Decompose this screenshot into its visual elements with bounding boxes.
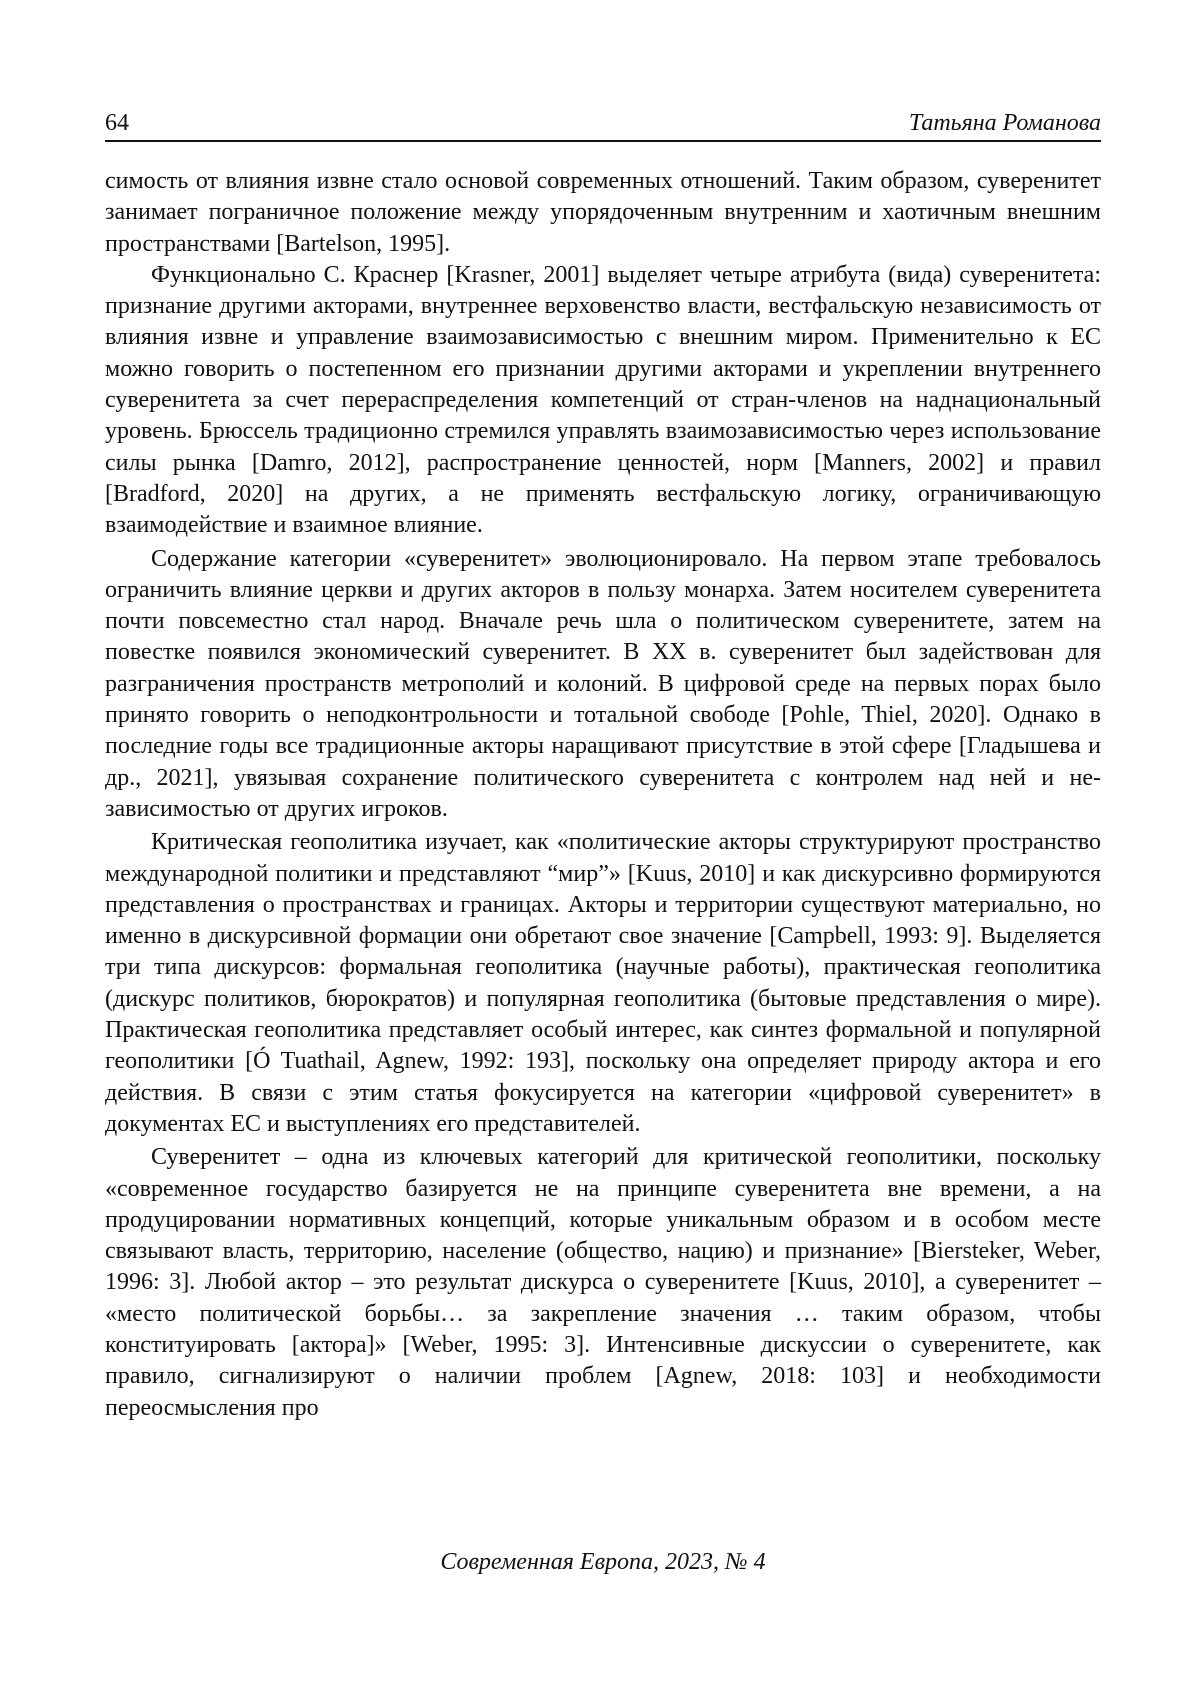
paragraph: Суверенитет – одна из ключевых категорий для критической геополитики, поскольку «современное государство базируется не на принципе суверенитета вне времени, а на продуцировании нормативных концепций, которые уникальным образом и в особом месте связывают власть, территорию, население (общество, нацию) и признание» [Biersteker, Weber, 1996: 3]. Любой актор – это результат дискурса о суверенитете [Kuus, 2010], а суверенитет – «место политической борьбы… за закрепление значения … таким образом, чтобы конституировать [актора]» [Weber, 1995: 3]. Интенсивные дискуссии о суверенитете, как правило, сигнализируют о наличии проблем [Agnew, 2018: 103] и необходимости переосмысления про: [105, 1144, 1101, 1421]
running-author: Татьяна Романова: [908, 110, 1101, 136]
journal-footer: Современная Европа, 2023, № 4: [440, 1549, 766, 1575]
article-body: [105, 166, 1101, 1424]
paragraph: Содержание категории «суверенитет» эволюционировало. На первом этапе требовалось ограничить влияние церкви и других акторов в пользу монарха. Затем носителем суверенитета почти повсеместно стал народ. Вначале речь шла о политическом суверенитете, затем на повестке появился экономический суверенитет. В XX в. суверенитет был задействован для разграничения пространств метрополий и колоний. В цифровой среде на первых порах было принято говорить о неподконтрольности и тотальной свободе [Pohle, Thiel, 2020]. Однако в последние годы все традиционные акторы наращивают присутствие в этой сфере [Гладышева и др., 2021], увязывая сохранение политического суверенитета с контролем над ней и независимостью от других игроков.: [105, 545, 1101, 822]
running-header: [105, 104, 1101, 142]
page-number: 64: [105, 110, 129, 136]
paragraph: Функционально С. Краснер [Krasner, 2001] выделяет четыре атрибута (вида) суверенитета: признание другими акторами, внутреннее верховенство власти, вестфальскую независимость от влияния извне и управление взаимозависимостью с внешним миром. Применительно к ЕС можно говорить о постепенном его признании другими акторами и укреплении внутреннего суверенитета за счет перераспределения компетенций от стран-членов на наднациональный уровень. Брюссель традиционно стремился управлять взаимозависимостью через использование силы рынка [Damro, 2012], распространение ценностей, норм [Manners, 2002] и правил [Bradford, 2020] на других, а не применять вестфальскую логику, ограничивающую взаимодействие и взаимное влияние.: [105, 261, 1101, 539]
paragraph: Критическая геополитика изучает, как «политические акторы структурируют пространство международной политики и представляют “мир”» [Kuus, 2010] и как дискурсивно формируются представления о пространствах и границах. Акторы и территории существуют материально, но именно в дискурсивной формации они обретают свое значение [Campbell, 1993: 9]. Выделяется три типа дискурсов: формальная геополитика (научные работы), практическая геополитика (дискурс политиков, бюрократов) и популярная геополитика (бытовые представления о мире). Практическая геополитика представляет особый интерес, как синтез формальной и популярной геополитики [Ó Tuathail, Agnew, 1992: 193], поскольку она определяет природу актора и его действия. В связи с этим статья фокусируется на категории «цифровой суверенитет» в документах ЕС и выступлениях его представителей.: [105, 829, 1101, 1137]
paragraph-continuation: симость от влияния извне стало основой современных отношений. Таким образом, суверенитет занимает пограничное положение между упорядоченным внутренним и хаотичным внешним пространствами [Bartelson, 1995].: [105, 168, 1101, 257]
